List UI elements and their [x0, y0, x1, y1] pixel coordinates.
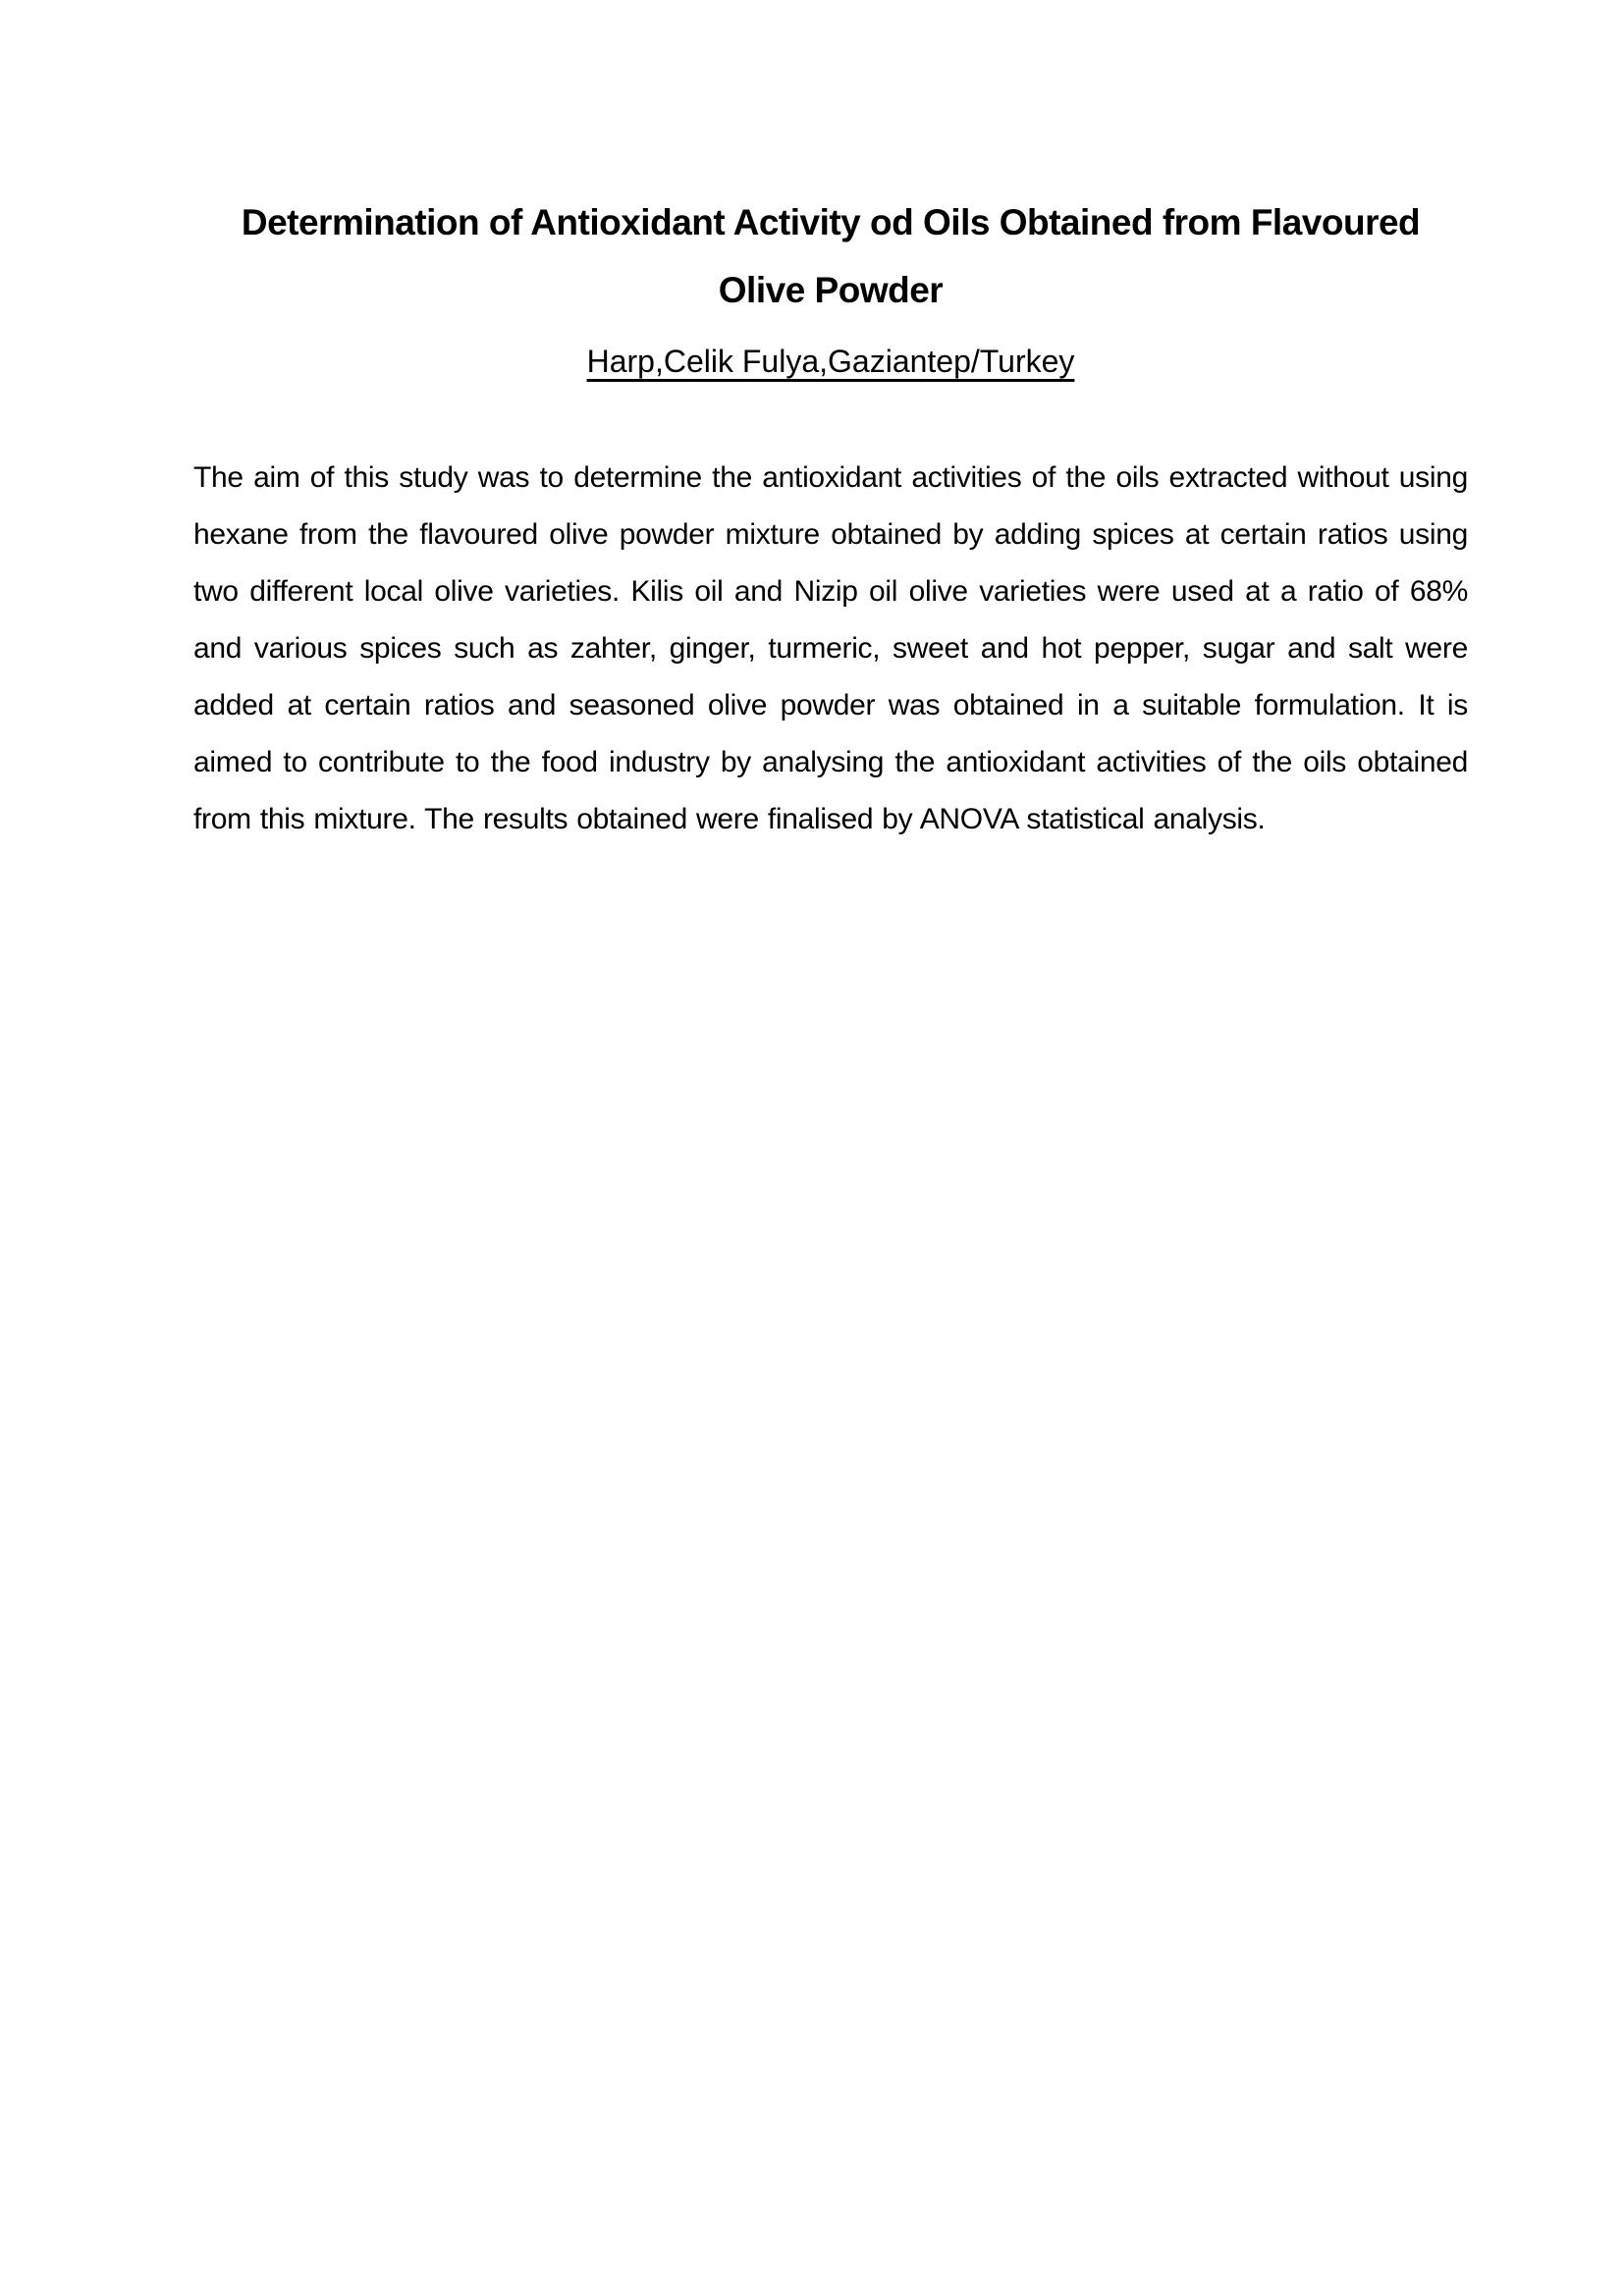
author-affiliation-line: Harp,Celik Fulya,Gaziantep/Turkey: [586, 344, 1075, 379]
paper-title-line-2: Olive Powder: [718, 270, 944, 310]
abstract-paragraph: The aim of this study was to determine the antioxidant activities of the oils extracted without using hexane from the flavoured olive powder mixture obtained by adding spices at certain ratios using two different local olive varieties. Kilis oil and Nizip oil olive varieties were used at a ratio of 68% and various spices such as zahter, ginger, turmeric, sweet and hot pepper, sugar and salt were added at certain ratios and seasoned olive powder was obtained in a suitable formulation. It is aimed to contribute to the food industry by analysing the antioxidant activities of the oils obtained from this mixture. The results obtained were finalised by ANOVA statistical analysis.: [193, 461, 1468, 835]
paper-title: [193, 188, 1468, 324]
paper-title-line-1: Determination of Antioxidant Activity od Oils Obtained from Flavoured: [241, 202, 1421, 242]
